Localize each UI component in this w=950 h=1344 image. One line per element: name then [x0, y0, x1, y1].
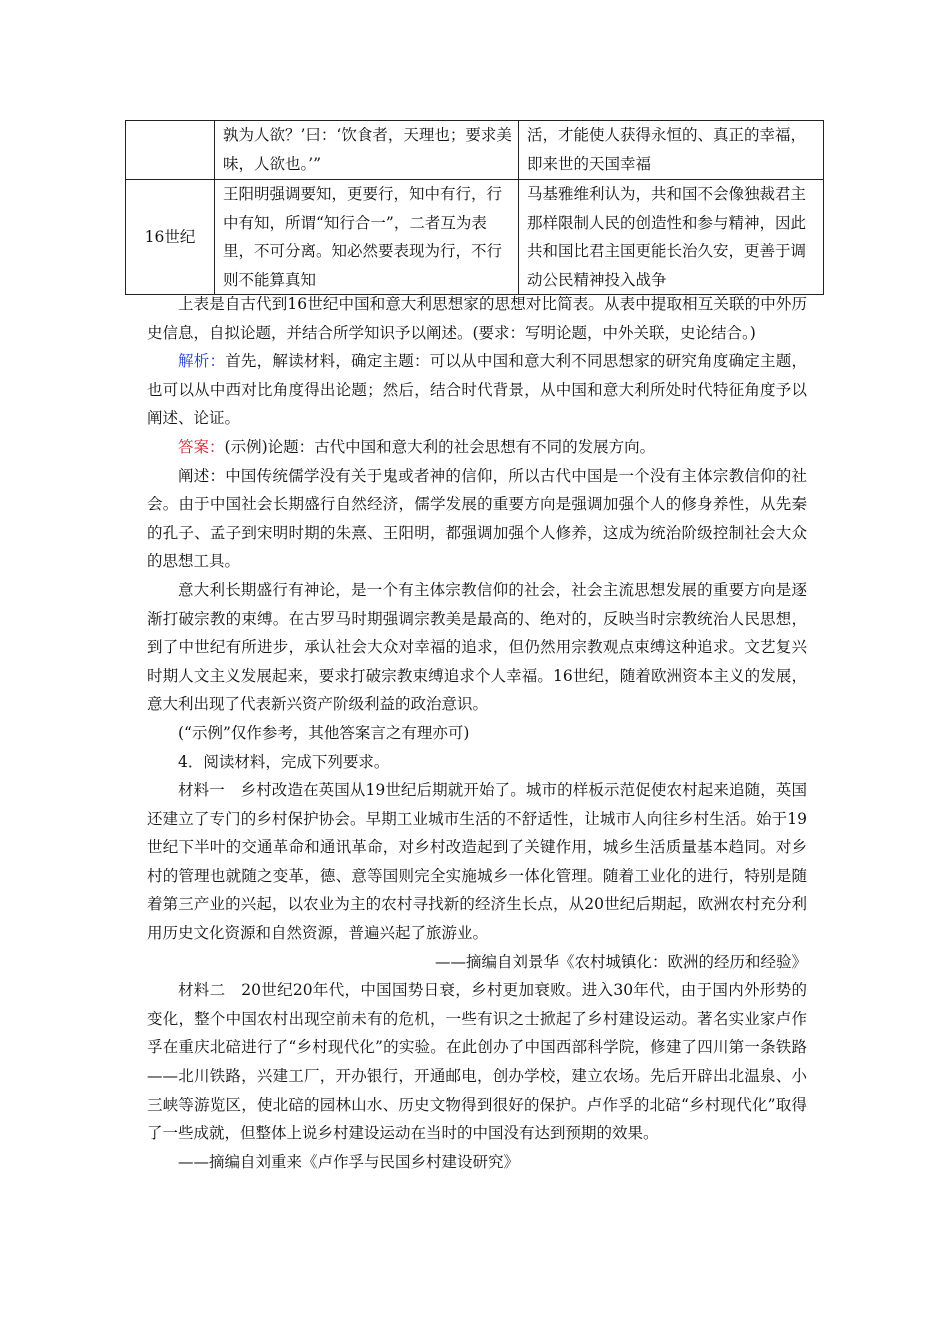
material-2: 材料二 20世纪20年代，中国国势日衰，乡村更加衰败。进入30年代，由于国内外形势的变化，整个中国农村出现空前未有的危机，一些有识之士掀起了乡村建设运动。著名实业家卢作孚在重庆北碚进行了“乡村现代化”的实验。在此创办了中国西部科学院，修建了四川第一条铁路——北川铁路，兴建工厂，开办银行，开通邮电，创办学校，建立农场。先后开辟出北温泉、小三峡等游览区，使北碚的园林山水、历史文物得到很好的保护。卢作孚的北碚“乡村现代化”取得了一些成就，但整体上说乡村建设运动在当时的中国没有达到预期的效果。	[147, 981, 807, 1143]
table-cell-era	[126, 121, 215, 180]
table-cell-italy: 活，才能使人获得永恒的、真正的幸福，即来世的天国幸福	[519, 121, 824, 180]
material-1-source: ——摘编自刘景华《农村城镇化：欧洲的经历和经验》	[434, 952, 807, 971]
table-row	[126, 180, 824, 295]
question-4-title: 4．阅读材料，完成下列要求。	[178, 752, 390, 771]
table-cell-china: 王阳明强调要知，更要行，知中有行，行中有知，所谓“知行合一”，二者互为表里，不可分离。知必然要表现为行，不行则不能算真知	[215, 180, 519, 295]
table-row	[126, 121, 824, 180]
question-prompt: 上表是自古代到16世纪中国和意大利思想家的思想对比简表。从表中提取相互关联的中外历史信息，自拟论题，并结合所学知识予以阐述。(要求：写明论题，中外关联，史论结合。)	[147, 295, 807, 342]
answer-paragraph-1: 阐述：中国传统儒学没有关于鬼或者神的信仰，所以古代中国是一个没有主体宗教信仰的社会。由于中国社会长期盛行自然经济，儒学发展的重要方向是强调加强个人的修身养性，从先秦的孔子、孟子到宋明时期的朱熹、王阳明，都强调加强个人修养，这成为统治阶级控制社会大众的思想工具。	[147, 466, 807, 571]
answer-text: (示例)论题：古代中国和意大利的社会思想有不同的发展方向。	[224, 437, 656, 456]
main-text	[147, 290, 807, 1176]
analysis-paragraph	[147, 347, 807, 433]
material-2-source: ——摘编自刘重来《卢作孚与民国乡村建设研究》	[178, 1152, 520, 1171]
analysis-text: 首先，解读材料，确定主题：可以从中国和意大利不同思想家的研究角度确定主题，也可以从中西对比角度得出论题；然后，结合时代背景，从中国和意大利所处时代特征角度予以阐述、论证。	[147, 352, 807, 428]
answer-paragraph-2: 意大利长期盛行有神论，是一个有主体宗教信仰的社会，社会主流思想发展的重要方向是逐渐打破宗教的束缚。在古罗马时期强调宗教美是最高的、绝对的，反映当时宗教统治人民思想，到了中世纪有所进步，承认社会大众对幸福的追求，但仍然用宗教观点束缚这种追求。文艺复兴时期人文主义发展起来，要求打破宗教束缚追求个人幸福。16世纪，随着欧洲资本主义的发展，意大利出现了代表新兴资产阶级利益的政治意识。	[147, 580, 807, 714]
answer-note: (“示例”仅作参考，其他答案言之有理亦可)	[178, 723, 470, 742]
table-cell-china: 孰为人欲？’曰：‘饮食者，天理也；要求美味，人欲也。’”	[215, 121, 519, 180]
table-cell-italy: 马基雅维利认为，共和国不会像独裁君主那样限制人民的创造性和参与精神，因此共和国比君主国更能长治久安，更善于调动公民精神投入战争	[519, 180, 824, 295]
table-cell-era: 16世纪	[126, 180, 215, 295]
answer-paragraph	[147, 433, 807, 462]
analysis-label: 解析：	[178, 352, 226, 371]
material-1: 材料一 乡村改造在英国从19世纪后期就开始了。城市的样板示范促使农村起来追随，英国还建立了专门的乡村保护协会。早期工业城市生活的不舒适性，让城市人向往乡村生活。始于19世纪下半叶的交通革命和通讯革命，对乡村改造起到了关键作用，城乡生活质量基本趋同。对乡村的管理也就随之变革，德、意等国则完全实施城乡一体化管理。随着工业化的进行，特别是随着第三产业的兴起，以农业为主的农村寻找新的经济生长点，从20世纪后期起，欧洲农村充分利用历史文化资源和自然资源，普遍兴起了旅游业。	[147, 781, 807, 943]
comparison-table	[125, 120, 824, 295]
answer-label: 答案：	[178, 437, 225, 456]
